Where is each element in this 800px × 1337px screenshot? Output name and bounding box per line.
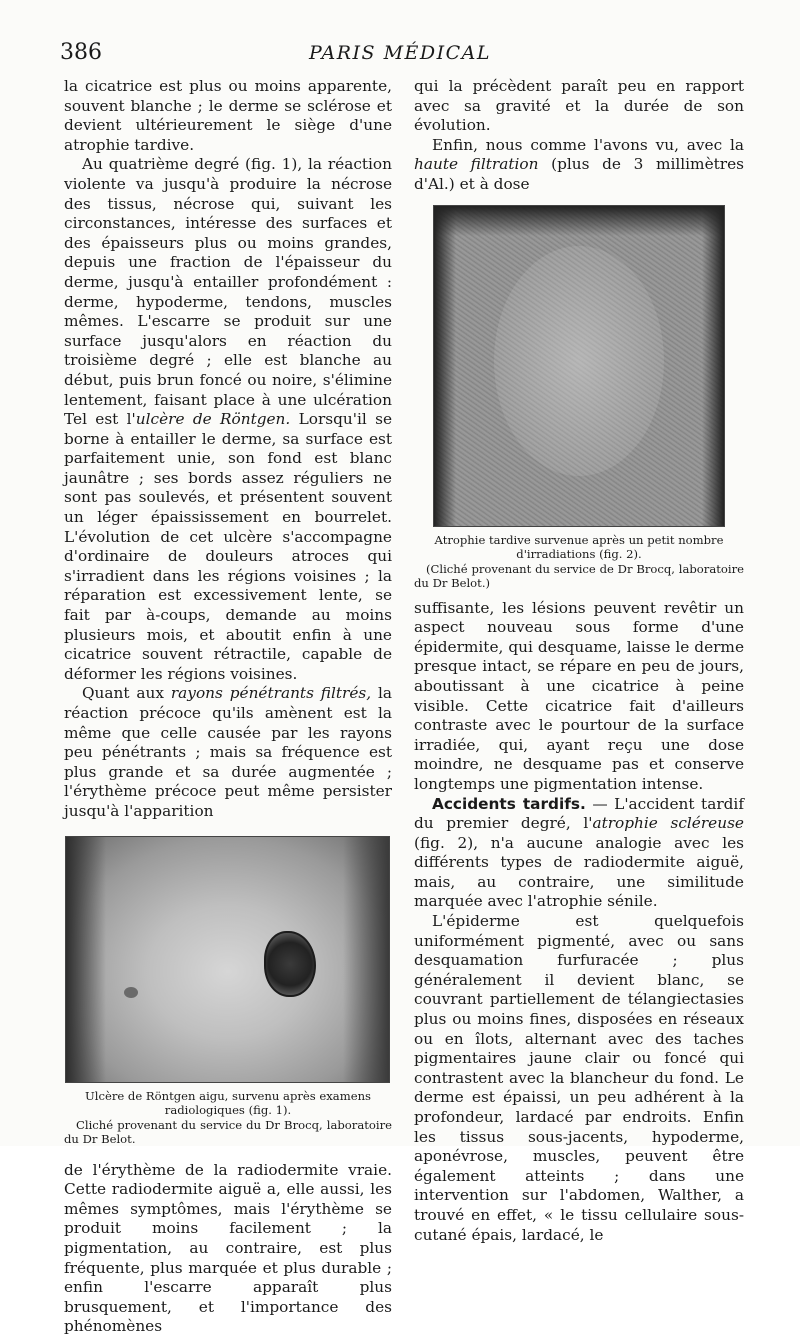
text-run: Lorsqu'il se borne à entailler le derme, sa surface est parfaitement unie, son fond est blanc jaunâtre ; ses bords assez réguliers ne sont pas soulevés, et présentent souvent un léger épaississement en bourrelet. L'évolution de cet ulcère s'accompagne d'ordinaire de douleurs atroces qui s'irradient dans les régions voisines ; la réparation est excessivement lente, se fait par à-coups, demande au moins plusieurs mois, et aboutit enfin à une cicatrice souvent rétractile, capable de déformer les régions voisines. — [64, 410, 392, 683]
paragraph — [64, 684, 392, 821]
emphasis: haute filtration — [414, 155, 539, 174]
text-run: Enfin, nous comme l'avons vu, avec la — [432, 135, 744, 154]
running-title: PARIS MÉDICAL — [308, 42, 492, 64]
page-number: 386 — [60, 40, 102, 65]
photo-shadow — [66, 837, 106, 1082]
left-column — [64, 77, 392, 1337]
photo-highlight — [494, 246, 664, 476]
emphasis: atrophie scléreuse — [592, 814, 744, 833]
section-heading: Accidents tardifs. — [432, 794, 586, 813]
text-run: — L'accident tardif du premier degré, l' — [414, 794, 744, 833]
paragraph — [414, 795, 744, 913]
text-run: (plus de 3 millimètres d'Al.) et à dose — [414, 155, 744, 193]
text-run: Quant aux — [82, 684, 171, 703]
figure-2-caption: Atrophie tardive survenue après un petit nombre d'irradiations (fig. 2). — [434, 532, 724, 562]
right-column — [414, 77, 744, 1245]
figure-1-credit: Cliché provenant du service du Dr Brocq, laboratoire du Dr Belot. — [64, 1117, 392, 1147]
emphasis: rayons pénétrants filtrés, — [170, 684, 372, 703]
paragraph — [414, 136, 744, 195]
figure-2-photo — [433, 205, 725, 527]
photo-shadow — [434, 206, 456, 526]
emphasis: ulcère de Röntgen. — [135, 410, 291, 429]
photo-shadow — [702, 206, 724, 526]
paragraph: de l'érythème de la radiodermite vraie. Cette radiodermite aiguë a, elle aussi, les mêmes symptômes, mais l'érythème se produit moins facilement ; la pigmentation, au contraire, est plus fréquente, plus marquée et plus durable ; enfin l'escarre apparaît plus brusquement, et l'importance des phénomènes — [64, 1160, 392, 1336]
paragraph: qui la précèdent paraît peu en rapport avec sa gravité et la durée de son évolution. — [414, 77, 744, 135]
photo-shadow — [343, 837, 389, 1082]
photo-ulcer — [264, 931, 316, 997]
figure-1 — [64, 836, 392, 1147]
paragraph: la cicatrice est plus ou moins apparente, souvent blanche ; le derme se sclérose et devient ultérieurement le siège d'une atrophie tardive. — [64, 77, 392, 154]
figure-2-credit: (Cliché provenant du service de Dr Brocq, laboratoire du Dr Belot.) — [414, 561, 744, 591]
text-run: (fig. 2), n'a aucune analogie avec les différents types de radiodermite aiguë, mais, au contraire, une similitude marquée avec l'atrophie sénile. — [414, 833, 744, 911]
paragraph: suffisante, les lésions peuvent revêtir un aspect nouveau sous forme d'une épidermite, qui desquame, laisse le derme presque intact, se répare en peu de jours, aboutissant à une cicatrice à peine visible. Cette cicatrice fait d'ailleurs contraste avec le pourtour de la surface irradiée, qui, ayant reçu une dose moindre, ne desquame pas et conserve longtemps une pigmentation intense. — [414, 598, 744, 793]
figure-2 — [414, 205, 744, 591]
page-header — [60, 40, 740, 74]
text-run: Au quatrième degré (fig. 1), la réaction violente va jusqu'à produire la nécrose des tissus, nécrose qui, suivant les circonstances, intéresse des surfaces et des épaisseurs plus ou moins grandes, depuis une fraction de l'épaisseur du derme, jusqu'à entailler profondément : derme, hypoderme, tendons, muscles mêmes. L'escarre se produit sur une surface jusqu'alors en réaction du troisième degré ; elle est blanche au début, puis brun foncé ou noire, s'élimine lentement, faisant place à une ulcération Tel est l' — [64, 155, 392, 429]
photo-shadow — [434, 206, 724, 236]
figure-1-caption: Ulcère de Röntgen aigu, survenu après examens radiologiques (fig. 1). — [85, 1088, 371, 1118]
photo-detail — [124, 987, 138, 998]
paragraph: L'épiderme est quelquefois uniformément pigmenté, avec ou sans desquamation furfuracée ; plus généralement il devient blanc, se couvrant partiellement de télangiectasies plus ou moins fines, disposées en réseaux ou en îlots, alternant avec des taches pigmentaires jaune clair ou foncé qui contrastent avec la blancheur du fond. Le derme est épaissi, un peu adhérent à la profondeur, lardacé par endroits. Enfin les tissus sous-jacents, hypoderme, aponévrose, muscles, peuvent être également atteints ; dans une intervention sur l'abdomen, Walther, a trouvé en effet, « le tissu cellulaire sous-cutané épais, lardacé, le — [414, 912, 744, 1244]
text-run: la réaction précoce qu'ils amènent est la même que celle causée par les rayons peu pénétrants ; mais sa fréquence est plus grande et sa durée augmentée ; l'érythème précoce peut même persister jusqu'à l'apparition — [64, 684, 392, 820]
paragraph — [64, 155, 392, 684]
figure-1-photo — [65, 836, 390, 1083]
